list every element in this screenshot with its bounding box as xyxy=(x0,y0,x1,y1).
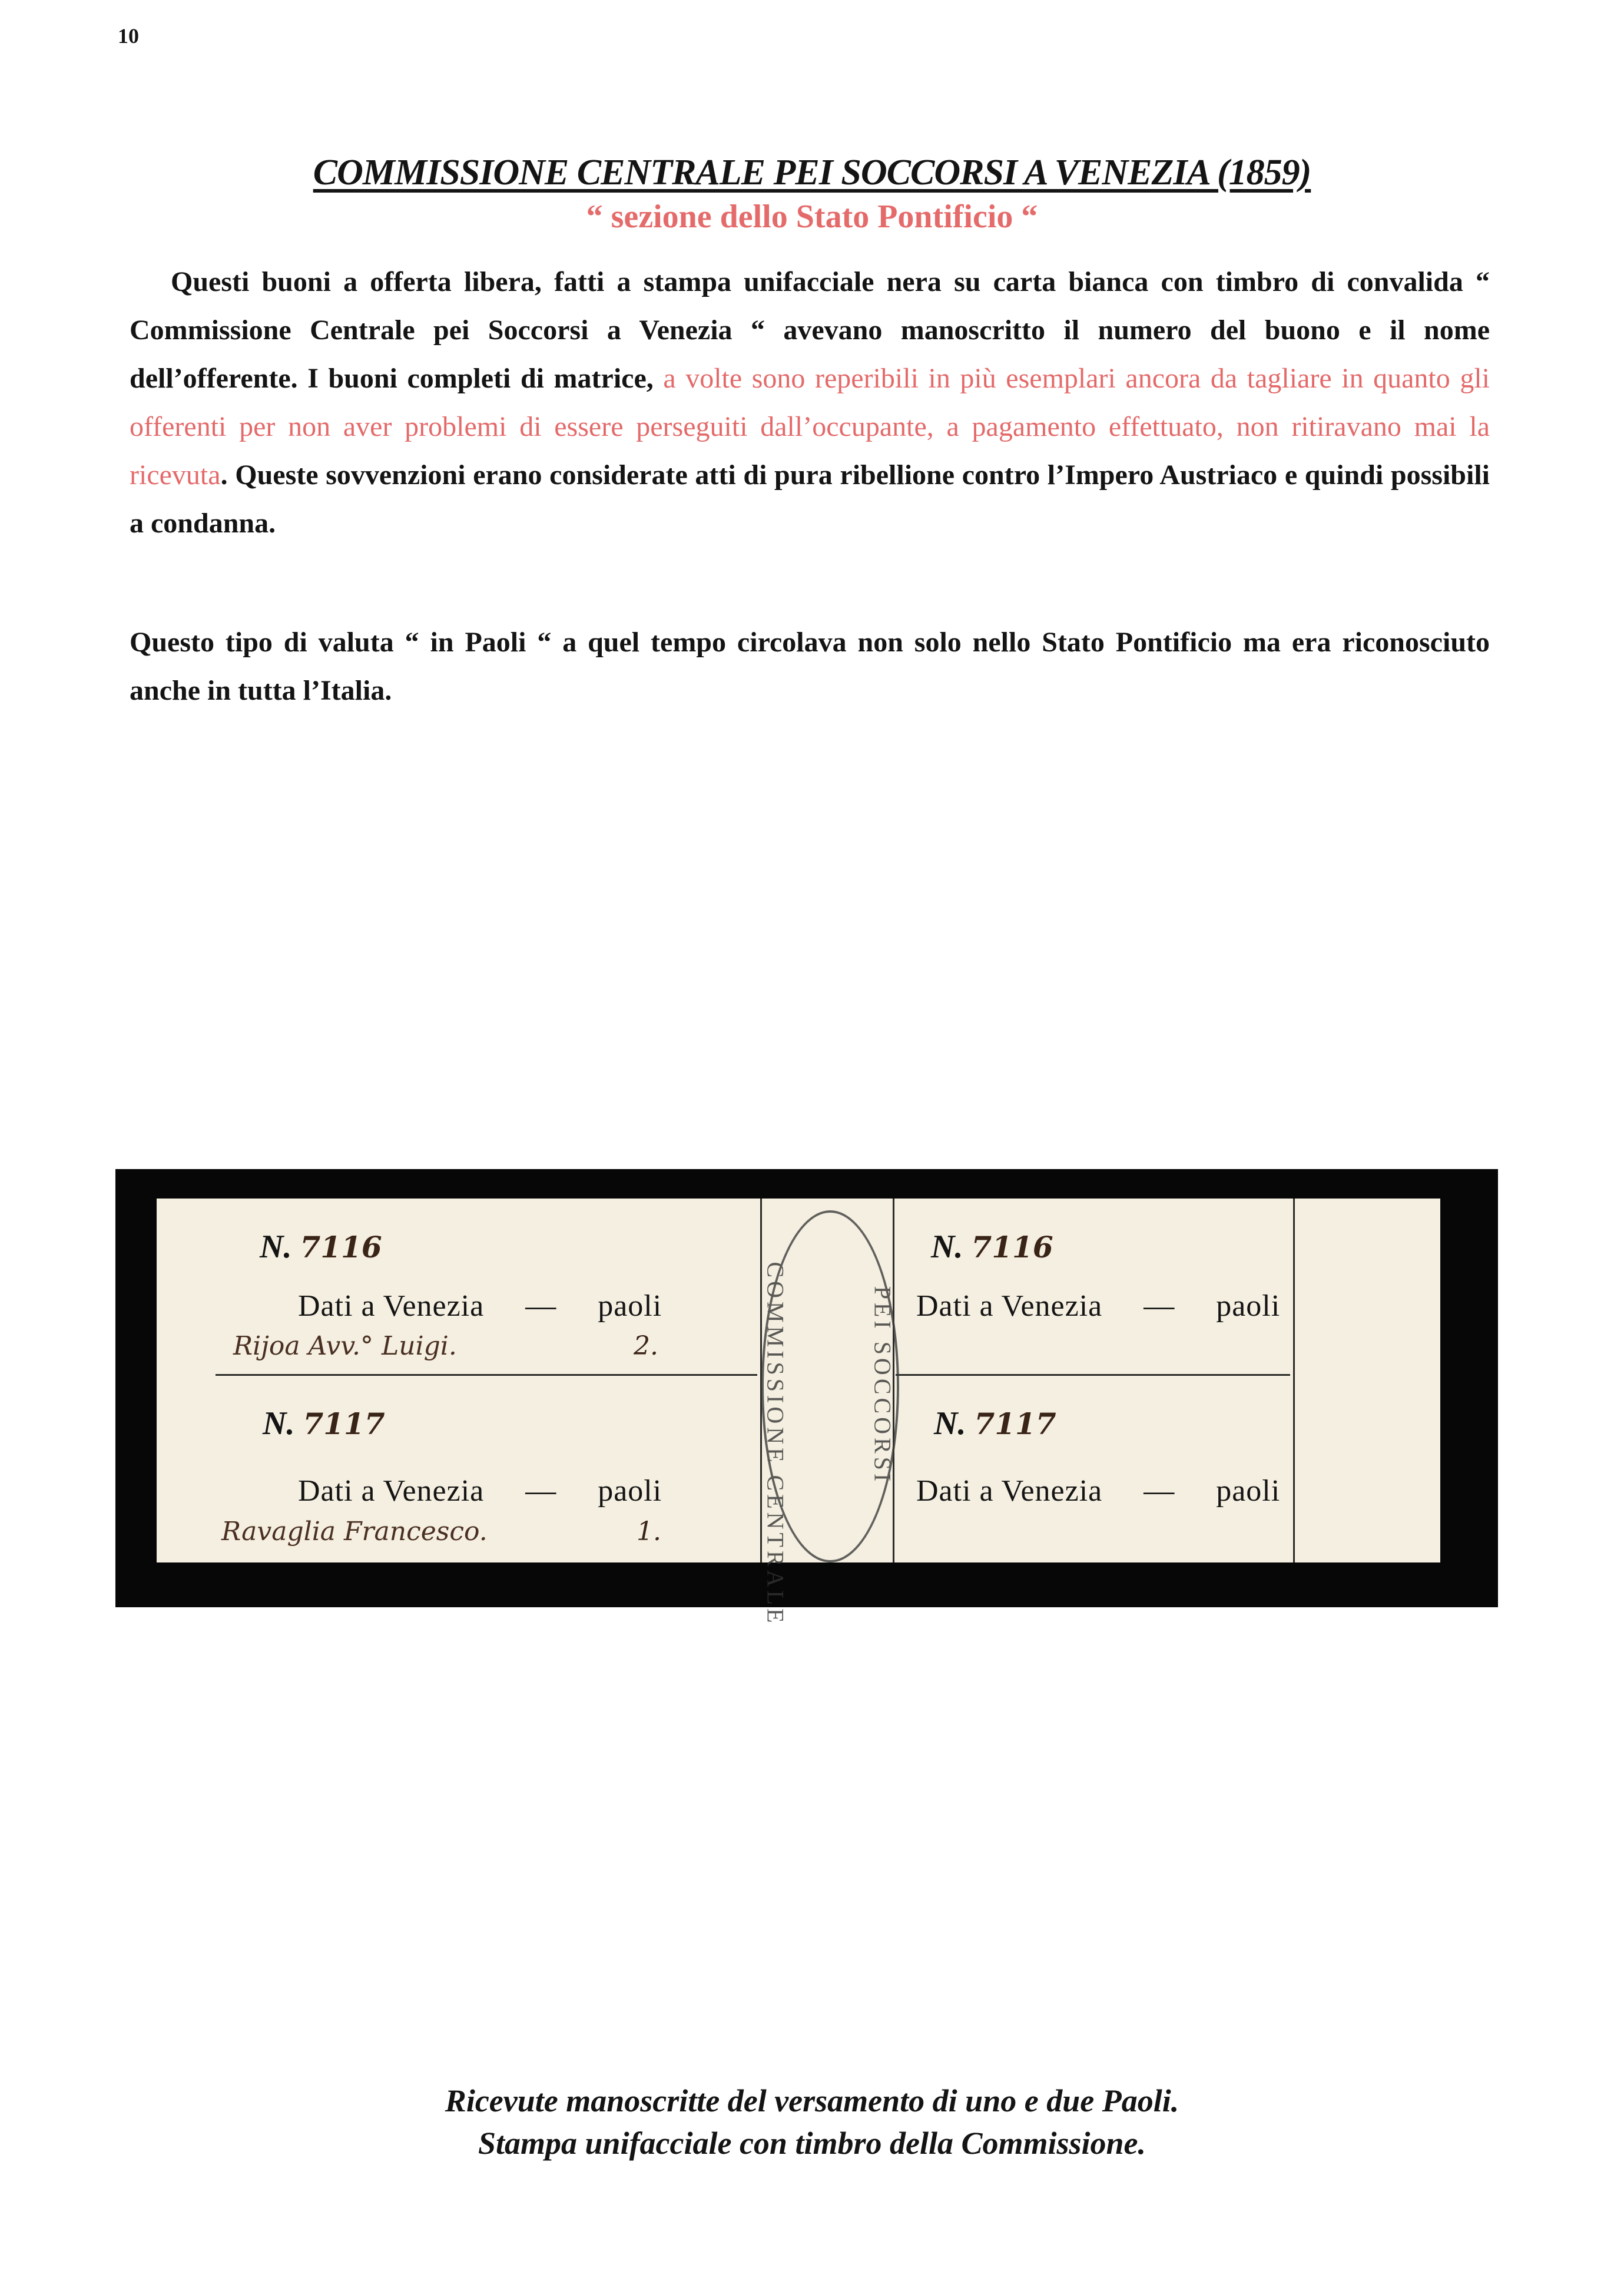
donation-amount: 2. xyxy=(634,1331,658,1361)
receipt-number xyxy=(934,1405,1056,1442)
commission-stamp xyxy=(761,1210,899,1627)
description-paragraph xyxy=(130,258,1490,548)
receipt-divider xyxy=(1293,1199,1295,1562)
receipt-number-prefix: N. xyxy=(931,1229,963,1265)
page-subtitle: “ sezione dello Stato Pontificio “ xyxy=(586,198,1038,235)
receipt-row-divider xyxy=(216,1374,757,1376)
donor-signature: Ravaglia Francesco. xyxy=(221,1517,488,1547)
paragraph-highlight: a volte sono reperibili in più esemplari ancora da tagliare in quanto gli offerenti per non aver problemi di essere perseguiti dall’occupante, a pagamento effettuato, non ritiravano mai la ricevuta xyxy=(130,363,1490,491)
receipt-number-handwritten: 7116 xyxy=(971,1230,1053,1264)
caption-line-1: Ricevute manoscritte del versamento di uno e due Paoli. xyxy=(445,2083,1179,2118)
stamp-text-left: COMMISSIONE CENTRALE xyxy=(762,1262,789,1627)
receipt-line: Dati a Venezia — paoli xyxy=(298,1474,662,1508)
page-number: 10 xyxy=(118,24,139,48)
currency-paragraph: Questo tipo di valuta “ in Paoli “ a quel tempo circolava non solo nello Stato Pontificio ma era riconosciuto anche in tutta l’Italia. xyxy=(130,627,1490,706)
receipt-line: Dati a Venezia — paoli xyxy=(916,1289,1281,1323)
receipt-number-handwritten: 7117 xyxy=(974,1406,1056,1441)
receipt-number-prefix: N. xyxy=(260,1229,292,1265)
receipt-number-prefix: N. xyxy=(263,1405,295,1442)
receipt-mount xyxy=(115,1169,1498,1627)
receipt-row-divider xyxy=(896,1374,1290,1376)
receipt-number xyxy=(260,1228,382,1266)
receipt-line: Dati a Venezia — paoli xyxy=(916,1474,1281,1508)
receipt-number-handwritten: 7117 xyxy=(303,1406,385,1441)
paragraph-text-start: Questi buoni a offerta libera, fatti a stampa unifacciale nera su carta bianca con timbro di convalida “ Commissione Centrale pei Soccorsi a Venezia “ avevano manoscritto il numero del buono e il nome dell’offerente. I buoni completi di matrice, xyxy=(130,266,1490,394)
receipt-number-handwritten: 7116 xyxy=(300,1230,382,1264)
donation-amount: 1. xyxy=(637,1517,661,1547)
paragraph-text-end: . Queste sovvenzioni erano considerate atti di pura ribellione contro l’Impero Austriaco e quindi possibili a condanna. xyxy=(130,459,1490,539)
caption-line-2: Stampa unifacciale con timbro della Commissione. xyxy=(478,2126,1146,2161)
donor-signature: Rijoa Avv.° Luigi. xyxy=(233,1331,457,1361)
receipt-line: Dati a Venezia — paoli xyxy=(298,1289,662,1323)
stamp-text-right: PEI SOCCORSI xyxy=(869,1286,896,1485)
page-title: COMMISSIONE CENTRALE PEI SOCCORSI A VENEZIA (1859) xyxy=(313,153,1311,193)
receipt-number xyxy=(931,1228,1053,1266)
receipt-number xyxy=(263,1405,385,1442)
receipt-sheet xyxy=(157,1199,1440,1627)
receipt-number-prefix: N. xyxy=(934,1405,966,1442)
